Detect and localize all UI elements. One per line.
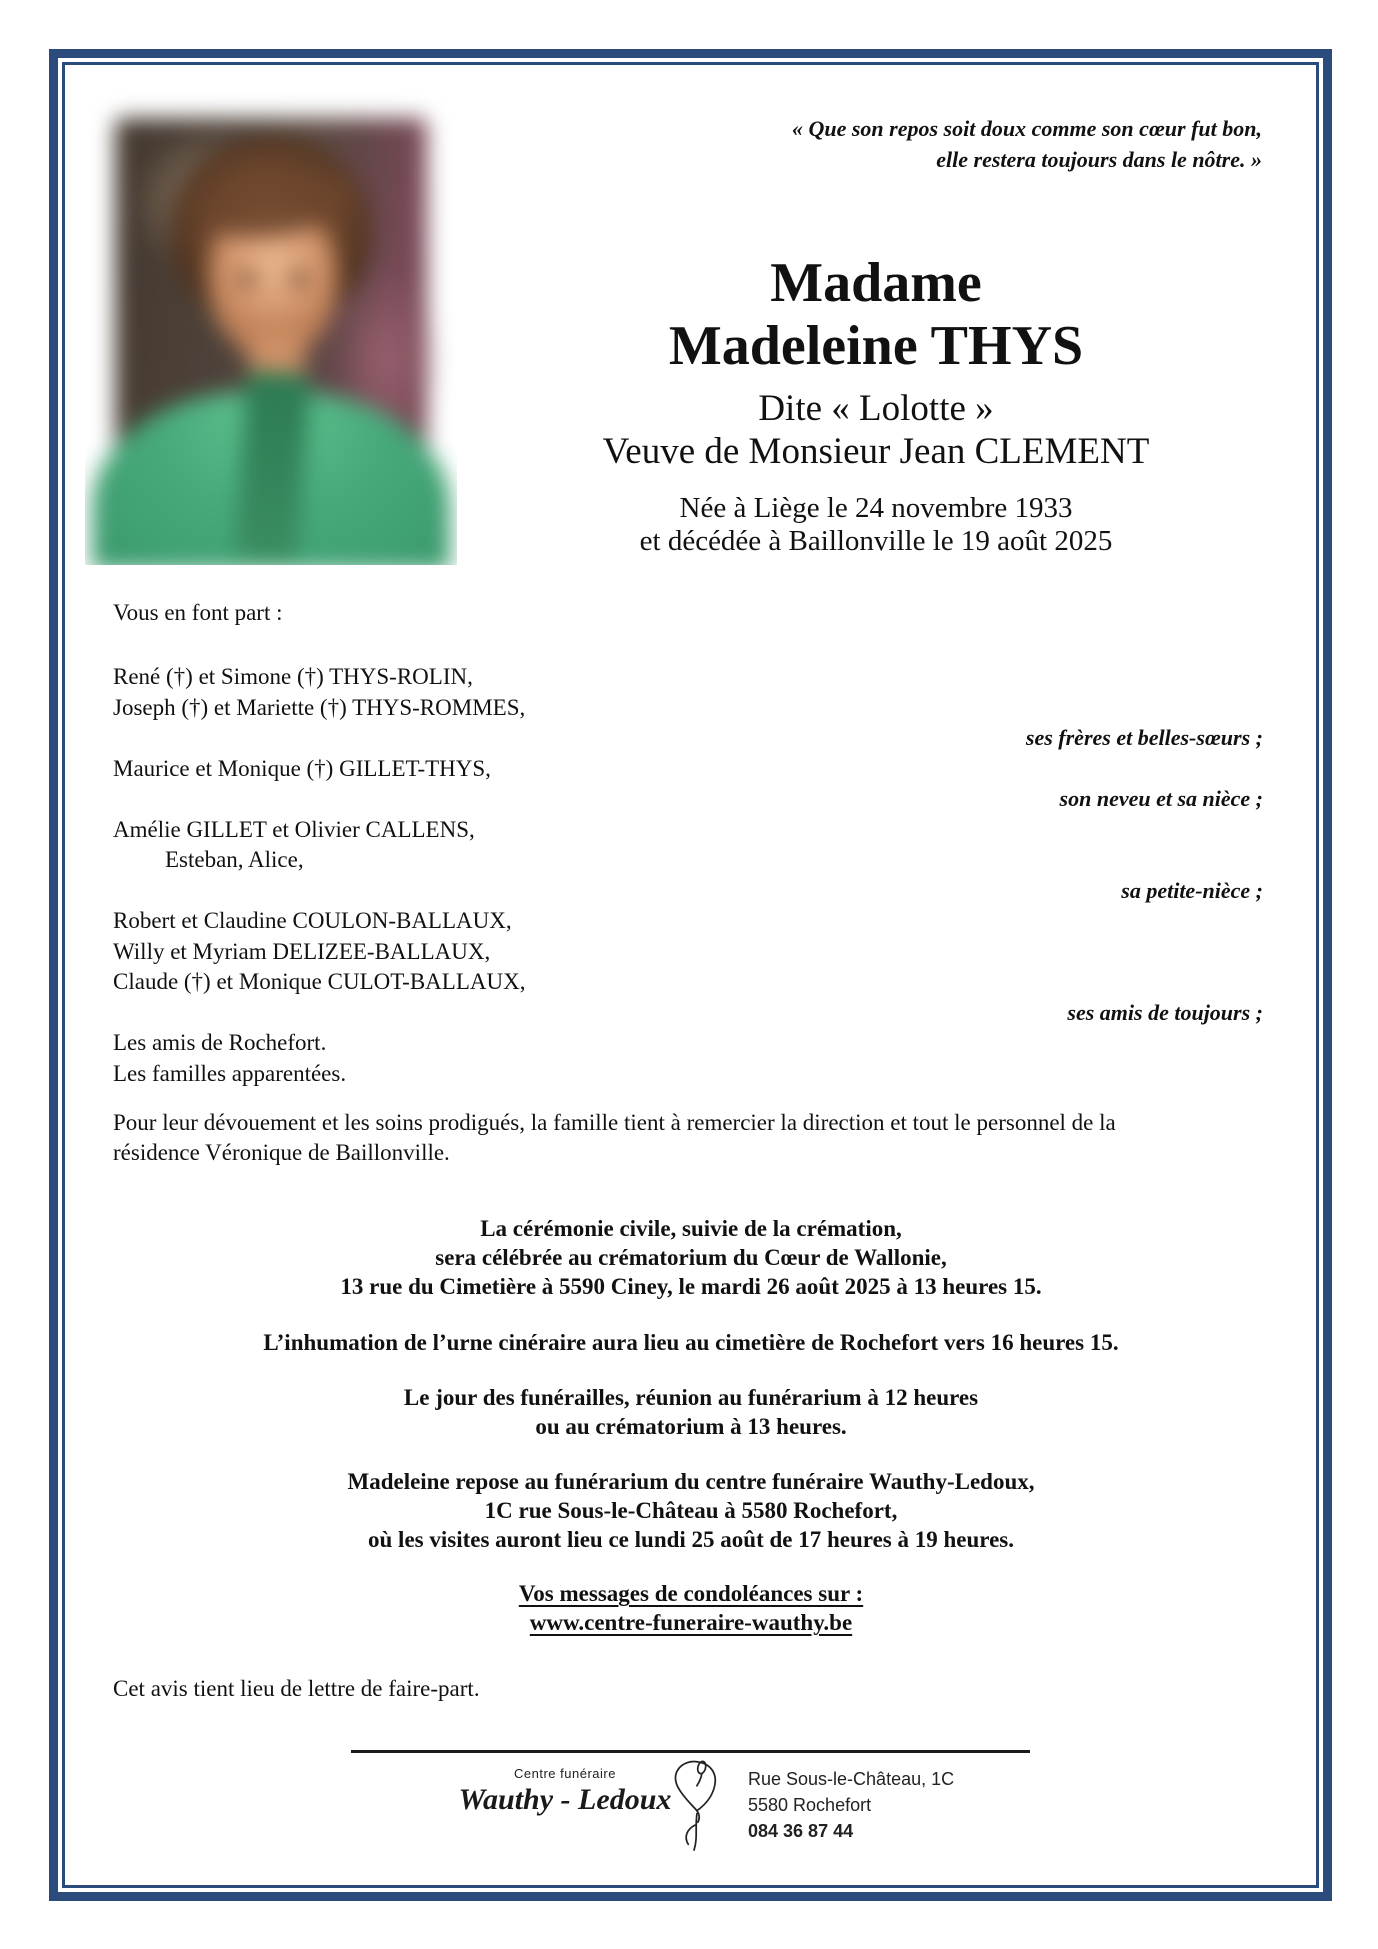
memorial-quote: [460, 113, 1262, 175]
family-line: René (†) et Simone (†) THYS-ROLIN,: [113, 664, 473, 689]
calla-lily-icon: [664, 1756, 726, 1852]
family-line: Les amis de Rochefort.: [113, 1030, 327, 1055]
death-line: et décédée à Baillonville le 19 août 2025: [639, 525, 1113, 557]
family-line: Amélie GILLET et Olivier CALLENS,: [113, 816, 475, 842]
family-list: [113, 662, 1263, 1089]
reunion-line: ou au crématorium à 13 heures.: [535, 1414, 847, 1439]
ceremony-paragraph: [113, 1214, 1269, 1301]
visitation-line: 1C rue Sous-le-Château à 5580 Rochefort,: [484, 1498, 898, 1523]
family-line: Claude (†) et Monique CULOT-BALLAUX,: [113, 969, 526, 994]
condolences-heading: Vos messages de condoléances sur :: [518, 1581, 864, 1606]
ceremony-line: sera célébrée au crématorium du Cœur de Wallonie,: [435, 1245, 947, 1270]
condolences-block: [113, 1579, 1269, 1637]
relation-label: ses amis de toujours ;: [1067, 999, 1263, 1025]
relation-label: son neveu et sa nièce ;: [1059, 786, 1263, 811]
page-title: Madame: [770, 252, 982, 314]
inhumation-line: L’inhumation de l’urne cinéraire aura lieu au cimetière de Rochefort vers 16 heures 15.: [263, 1330, 1119, 1355]
inhumation-paragraph: [113, 1328, 1269, 1357]
nickname-line: Dite « Lolotte »: [758, 388, 994, 429]
relation-label: ses frères et belles-sœurs ;: [1025, 725, 1263, 750]
thanks-line-2: résidence Véronique de Baillonville.: [113, 1139, 450, 1165]
relation-label: sa petite-nièce ;: [1121, 877, 1263, 903]
visitation-line: Madeleine repose au funérarium du centre funéraire Wauthy-Ledoux,: [347, 1469, 1035, 1494]
footer-divider: [351, 1750, 1030, 1753]
quote-line-2: elle restera toujours dans le nôtre. »: [936, 147, 1262, 172]
memorial-photo: [85, 94, 457, 565]
family-line: Les familles apparentées.: [113, 1060, 347, 1086]
photo-blur-layer: [85, 94, 457, 565]
thanks-paragraph: [113, 1108, 1273, 1167]
phone-number: 084 36 87 44: [748, 1821, 854, 1841]
family-line: Robert et Claudine COULON-BALLAUX,: [113, 908, 512, 933]
address-line-1: Rue Sous-le-Château, 1C: [748, 1769, 955, 1789]
announcement-line: Vous en font part :: [113, 600, 283, 625]
quote-line-1: « Que son repos soit doux comme son cœur fut bon,: [791, 116, 1262, 141]
reunion-paragraph: [113, 1383, 1269, 1441]
condolences-url[interactable]: www.centre-funeraire-wauthy.be: [529, 1610, 853, 1635]
widow-line: Veuve de Monsieur Jean CLEMENT: [602, 431, 1150, 472]
thanks-line-1: Pour leur dévouement et les soins prodigués, la famille tient à remercier la direction et tout le personnel de la: [113, 1110, 1116, 1135]
family-line: Joseph (†) et Mariette (†) THYS-ROMMES,: [113, 694, 526, 720]
ceremony-line: La cérémonie civile, suivie de la crémation,: [480, 1216, 902, 1241]
visitation-line: où les visites auront lieu ce lundi 25 août de 17 heures à 19 heures.: [368, 1527, 1014, 1552]
deceased-name: Madeleine THYS: [668, 315, 1084, 377]
closing-line: Cet avis tient lieu de lettre de faire-part.: [113, 1676, 480, 1701]
family-line: Maurice et Monique (†) GILLET-THYS,: [113, 755, 491, 781]
funeral-home-name: Wauthy - Ledoux: [458, 1783, 672, 1816]
address-line-2: 5580 Rochefort: [748, 1795, 872, 1815]
visitation-paragraph: [113, 1467, 1269, 1554]
ceremony-line: 13 rue du Cimetière à 5590 Ciney, le mardi 26 août 2025 à 13 heures 15.: [340, 1274, 1042, 1299]
family-line: Willy et Myriam DELIZEE-BALLAUX,: [113, 938, 491, 964]
funeral-home-type: Centre funéraire: [514, 1766, 616, 1781]
family-line: Esteban, Alice,: [165, 847, 304, 872]
reunion-line: Le jour des funérailles, réunion au funérarium à 12 heures: [403, 1385, 979, 1410]
birth-line: Née à Liège le 24 novembre 1933: [679, 492, 1073, 524]
funeral-home-address: [748, 1766, 954, 1844]
